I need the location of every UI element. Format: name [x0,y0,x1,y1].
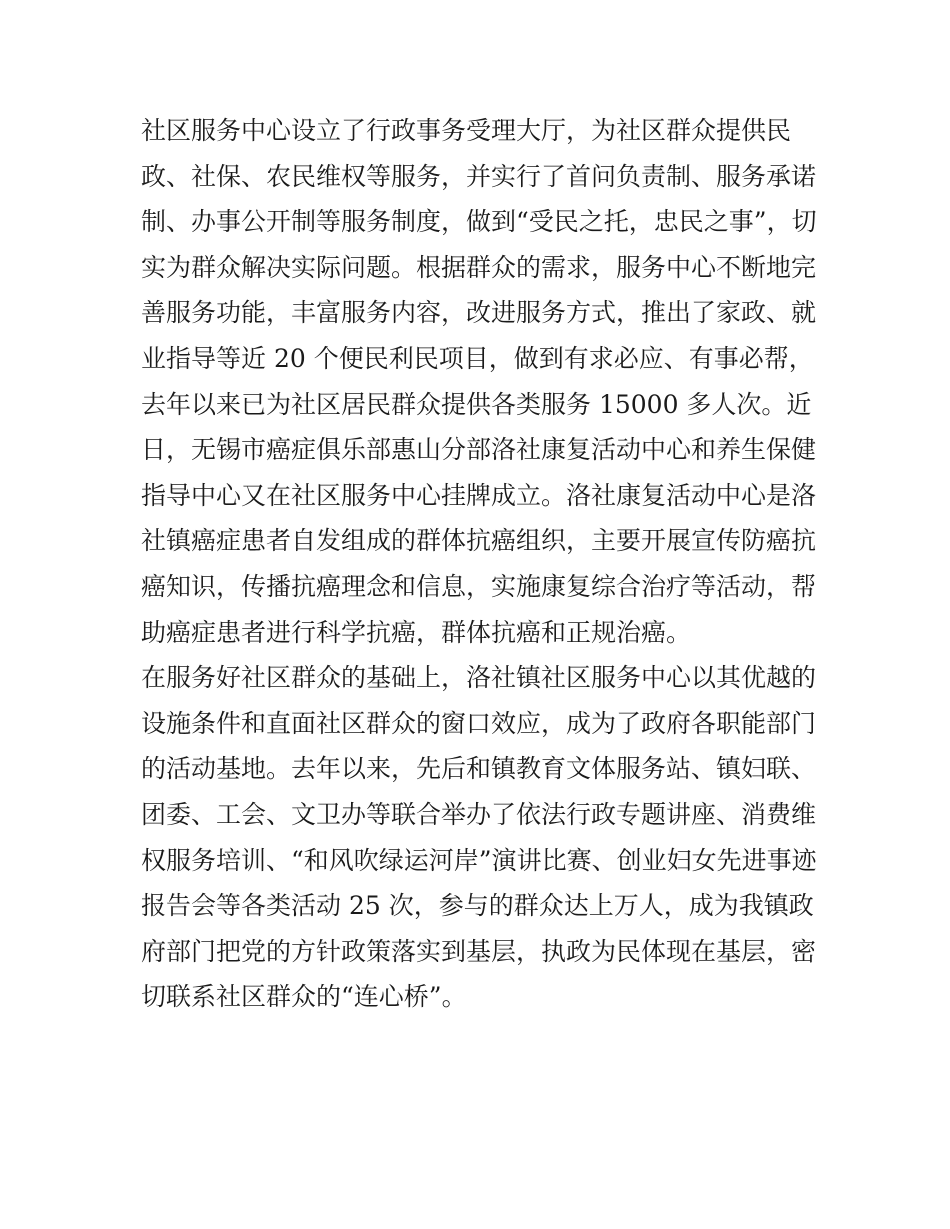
paragraph-1 [141,108,817,655]
text-line: 指导中心又在社区服务中心挂牌成立。洛社康复活动中心是洛 [141,480,817,510]
text-line: 的活动基地。去年以来，先后和镇教育文体服务站、镇妇联、 [141,754,817,784]
text-line: 助癌症患者进行科学抗癌，群体抗癌和正规治癌。 [141,617,692,647]
text-line: 政、社保、农民维权等服务，并实行了首问负责制、服务承诺 [141,161,817,191]
body-text [141,108,817,1020]
text-line: 善服务功能，丰富服务内容，改进服务方式，推出了家政、就 [141,298,817,328]
text-line: 在服务好社区群众的基础上，洛社镇社区服务中心以其优越的 [141,663,817,693]
text-line: 社镇癌症患者自发组成的群体抗癌组织，主要开展宣传防癌抗 [141,526,817,556]
text-line: 去年以来已为社区居民群众提供各类服务 15000 多人次。近 [141,389,812,419]
paragraph-2 [141,655,817,1020]
text-line: 癌知识，传播抗癌理念和信息，实施康复综合治疗等活动，帮 [141,571,817,601]
text-line: 实为群众解决实际问题。根据群众的需求，服务中心不断地完 [141,252,817,282]
text-line: 府部门把党的方针政策落实到基层，执政为民体现在基层，密 [141,936,817,966]
text-line: 切联系社区群众的“连心桥”。 [141,982,467,1012]
text-line: 日，无锡市癌症俱乐部惠山分部洛社康复活动中心和养生保健 [141,435,817,465]
text-line: 制、办事公开制等服务制度，做到“受民之托，忠民之事”，切 [141,207,817,237]
text-line: 设施条件和直面社区群众的窗口效应，成为了政府各职能部门 [141,708,817,738]
text-line: 业指导等近 20 个便民利民项目，做到有求必应、有事必帮， [141,343,814,373]
text-line: 报告会等各类活动 25 次，参与的群众达上万人，成为我镇政 [141,891,814,921]
text-line: 权服务培训、“和风吹绿运河岸”演讲比赛、创业妇女先进事迹 [141,845,817,875]
text-line: 社区服务中心设立了行政事务受理大厅，为社区群众提供民 [141,116,792,145]
text-line: 团委、工会、文卫办等联合举办了依法行政专题讲座、消费维 [141,799,817,829]
